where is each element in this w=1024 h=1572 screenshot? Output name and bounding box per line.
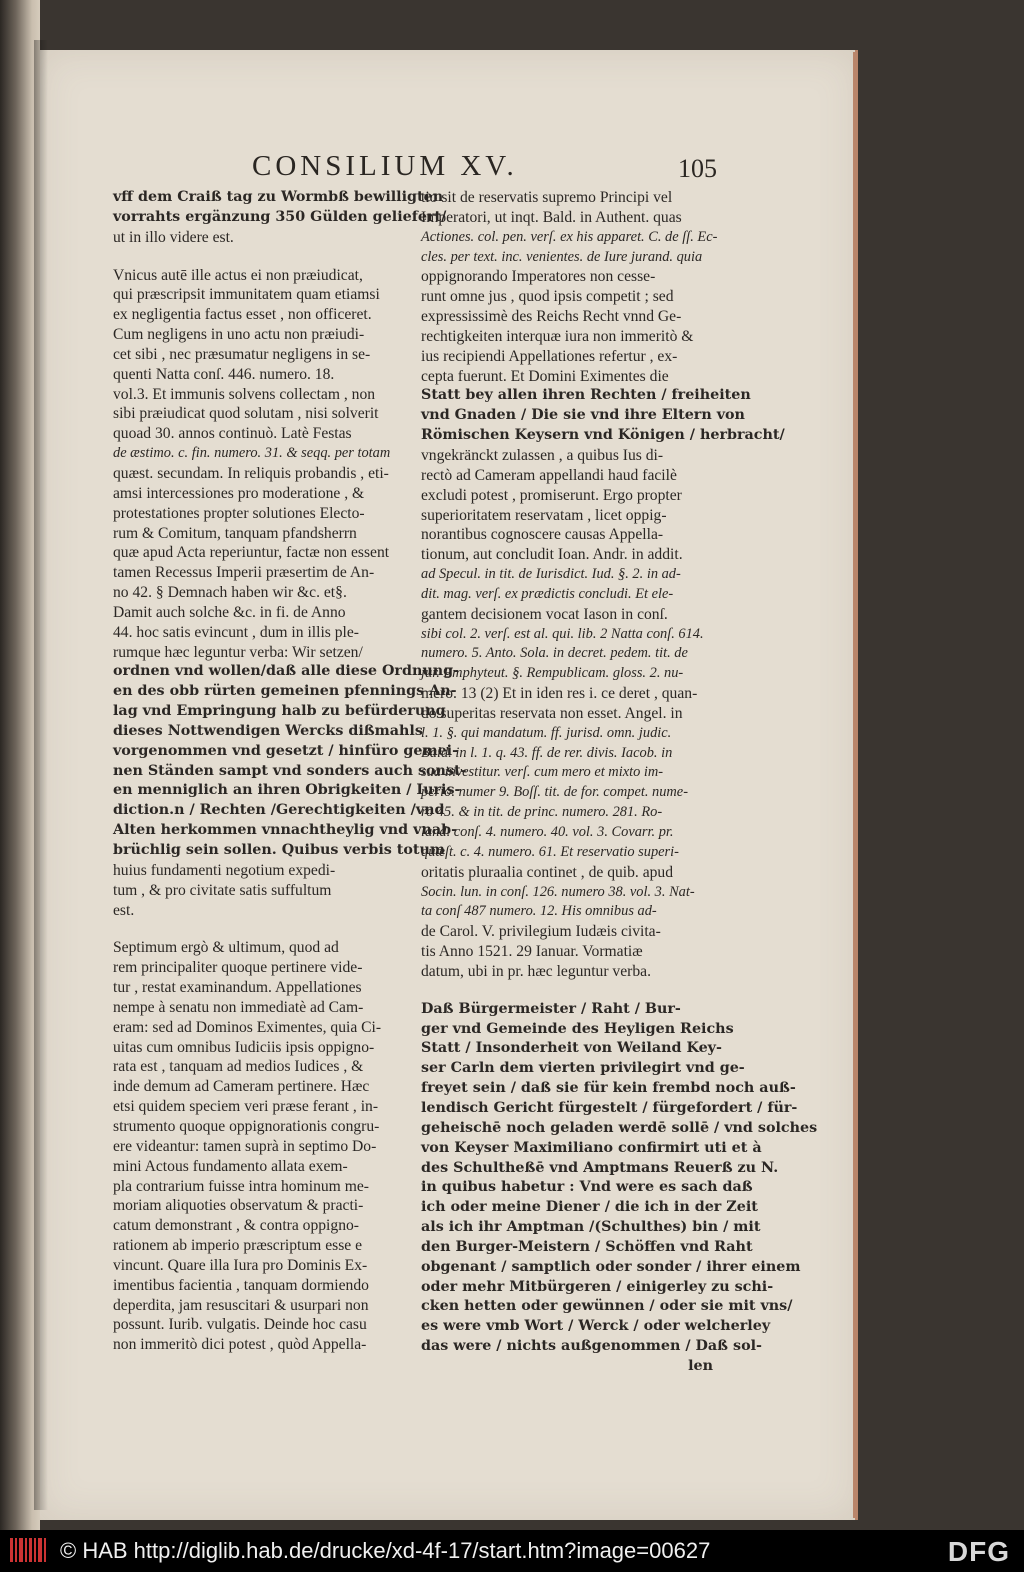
text-line: ta conſ 487 numero. 12. His omnibus ad-	[421, 903, 657, 920]
text-line: Vnicus autē ille actus ei non præiudicat,	[113, 266, 363, 284]
text-line: etsi quidem speciem veri præse ferant , in-	[113, 1098, 379, 1116]
text-line: nempe à senatu non immediatè ad Cam-	[113, 998, 364, 1016]
text-line: norantibus cognoscere causas Appella-	[421, 526, 664, 544]
paragraph-gap	[113, 920, 405, 938]
text-line: eram: sed ad Dominos Eximentes, quia Ci-	[113, 1018, 382, 1036]
text-line: ro 45. & in tit. de princ. numero. 281. Ro-	[421, 804, 663, 821]
text-line: von Keyser Maximiliano confirmirt uti et à	[421, 1139, 762, 1156]
text-line: imentibus facientia , tanquam dormiendo	[113, 1276, 369, 1294]
text-line: vnd Gnaden / Die sie vnd ihre Eltern von	[421, 407, 745, 424]
text-line: cet sibi , nec præsumatur negligens in se-	[113, 345, 371, 363]
text-line: quæst. secundam. In reliquis probandis , eti-	[113, 464, 389, 482]
text-line: als ich ihr Amptman /(Schulthes) bin / mit	[421, 1219, 761, 1236]
text-line: no 42. § Demnach haben wir &c. et§.	[113, 584, 347, 602]
text-line: cken hetten oder gewünnen / oder sie mit vns/	[421, 1298, 793, 1315]
text-line: do superitas reservata non esset. Angel. in	[421, 704, 683, 722]
text-line: protestationes propter solutiones Electo-	[113, 504, 365, 522]
text-line: sibi præiudicat quod solutam , nisi solverit	[113, 405, 379, 423]
text-line: uitas cum omnibus Iudiciis ipsis oppigno-	[113, 1038, 375, 1056]
text-line: lendisch Gericht fürgestelt / fürgefordert / für-	[421, 1099, 798, 1116]
text-line: des Schultheßē vnd Amptmans Reuerß zu N.	[421, 1159, 779, 1176]
text-line: tio sit de reservatis supremo Principi vel	[421, 189, 673, 206]
text-line: Römischen Keysern vnd Königen / herbracht/	[421, 427, 785, 444]
text-line: tur , restat examinandum. Appellationes	[113, 979, 362, 997]
text-line: jur. Emphyteut. §. Rempublicam. gloss. 2. nu-	[421, 665, 684, 682]
text-line: lag vnd Empringung halb zu befürderung	[113, 703, 446, 720]
text-line: runt omne jus , quod ipsis competit ; sed	[421, 288, 674, 306]
text-line: numero. 5. Anto. Sola. in decret. pedem. tit. de	[421, 645, 688, 662]
text-line: rata est , tanquam ad medios Iudices , &	[113, 1058, 364, 1076]
text-line: huius fundamenti negotium expedi-	[113, 861, 336, 879]
text-line: Statt / Insonderheit von Weiland Key-	[421, 1040, 722, 1057]
text-line: Statt bey allen ihren Rechten / freiheiten	[421, 387, 751, 404]
footer-copyright-link[interactable]: © HAB http://diglib.hab.de/drucke/xd-4f-17/start.htm?image=00627	[60, 1538, 711, 1563]
text-line: tis Anno 1521. 29 Ianuar. Vormatiæ	[421, 943, 643, 961]
text-line: deperdita, jam resuscitari & usurpari non	[113, 1296, 369, 1314]
text-line: ex negligentia factus esset , non officeret.	[113, 306, 372, 324]
text-line: vff dem Craiß tag zu Wormbß bewilligten	[113, 189, 444, 205]
text-line: oritatis pluraalia continet , de quib. apud	[421, 863, 674, 881]
text-line: Alten herkommen vnnachtheylig vnd vnab-	[113, 822, 458, 839]
text-line: amsi intercessiones pro moderatione , &	[113, 484, 365, 502]
text-line: rum & Comitum, tanquam pfandsherrn	[113, 524, 357, 542]
text-line: mini Actous fundamento allata exem-	[113, 1157, 348, 1175]
text-line: vol.3. Et immunis solvens collectam , non	[113, 385, 376, 403]
text-line: ser Carln dem vierten privilegirt vnd ge-	[421, 1060, 745, 1077]
text-line: tum , & pro civitate satis suffultum	[113, 881, 332, 899]
text-line: Actiones. col. pen. verſ. ex his apparet. C. de ſſ. Ec-	[421, 228, 718, 245]
text-line: Bald. in l. 1. q. 43. ff. de rer. divis. Iacob. in	[421, 744, 673, 761]
text-line: brüchlig sein sollen. Quibus verbis totum	[113, 842, 446, 858]
text-line: sua investitur. verſ. cum mero et mixto im-	[421, 764, 664, 781]
text-line: possunt. Iurib. vulgatis. Deinde hoc casu	[113, 1316, 367, 1334]
text-line: superioritatem reservatam , licet oppig-	[421, 506, 667, 524]
paragraph-gap	[421, 982, 713, 1000]
text-line: en des obb rürten gemeinen pfennings An-	[113, 683, 457, 700]
text-line: excludi potest , promiserunt. Ergo propter	[421, 486, 682, 504]
spine-shadow	[34, 40, 48, 1510]
text-line: cles. per text. inc. venientes. de Iure jurand. quia	[421, 248, 703, 265]
right-text-column	[421, 188, 818, 1377]
text-line: vngekränckt zulassen , a quibus Ius di-	[421, 446, 664, 464]
text-line: geheischē noch geladen werdē sollē / vnd solches	[421, 1119, 818, 1136]
text-line: den Burger-Meistern / Schöffen vnd Raht	[421, 1238, 753, 1255]
text-line: strumento quoque oppignorationis congru-	[113, 1117, 380, 1135]
text-line: non immeritò dici potest , quòd Appella-	[113, 1336, 367, 1354]
text-line: quæ apud Acta reperiuntur, factæ non essent	[113, 544, 390, 562]
text-line: ordnen vnd wollen/daß alle diese Ordnung-	[113, 663, 460, 680]
text-line: len	[688, 1357, 713, 1374]
text-line: rumque hæc leguntur verba: Wir setzen/	[113, 643, 363, 661]
text-line: moriam aliquoties observatum & practi-	[113, 1197, 364, 1215]
page-number: 105	[678, 154, 717, 183]
text-line: obgenant / samptlich oder sonder / ihrer einem	[421, 1258, 801, 1275]
text-line: ger vnd Gemeinde des Heyligen Reichs	[421, 1020, 734, 1037]
text-line: diction.n / Rechten /Gerechtigkeiten /vnd	[113, 802, 445, 819]
text-line: Damit auch solche &c. in fi. de Anno	[113, 603, 346, 621]
text-line: oder mehr Mitbürgeren / einigerley zu schi-	[421, 1278, 774, 1295]
text-line: freyet sein / daß sie für kein frembd noch auß-	[421, 1080, 796, 1097]
text-line: quenti Natta conſ. 446. numero. 18.	[113, 365, 335, 383]
text-line: gantem decisionem vocat Iason in conſ.	[421, 605, 668, 623]
text-line: cepta fuerunt. Et Domini Eximentes die	[421, 367, 669, 385]
left-text-column	[113, 188, 467, 1355]
text-line: en menniglich an ihren Obrigkeiten / Iuris-	[113, 782, 461, 799]
text-line: rationem ab imperio præscriptum esse e	[113, 1237, 362, 1255]
text-line: vincunt. Quare illa Iura pro Dominis Ex-	[113, 1256, 368, 1274]
text-line: inde demum ad Cameram pertinere. Hæc	[113, 1078, 370, 1096]
text-line: ad Specul. in tit. de Iurisdict. Iud. §. 2. in ad-	[421, 566, 681, 583]
text-line: tionum, aut concludit Ioan. Andr. in addit.	[421, 546, 683, 564]
paragraph-gap	[113, 248, 405, 266]
text-line: nen Ständen sampt vnd sonders auch sonst-	[113, 762, 467, 779]
text-line: perio. numer 9. Boſſ. tit. de for. compet. nume-	[421, 784, 688, 801]
text-line: oppignorando Imperatores non cesse-	[421, 268, 656, 286]
text-line: pla contrarium fuisse intra hominum me-	[113, 1177, 369, 1195]
footer-bar	[0, 1530, 1024, 1572]
text-line: vorgenommen vnd gesetzt / hinfüro gemei-	[113, 742, 459, 759]
text-line: 44. hoc satis evincunt , dum in illis ple-	[113, 623, 360, 641]
text-line: qui præscripsit immunitatem quam etiamsi	[113, 286, 380, 304]
text-line: l. 1. §. qui mandatum. ff. jurisd. omn. judic.	[421, 724, 672, 741]
text-line: mero. 13 (2) Et in iden res i. ce deret , quan-	[421, 685, 698, 703]
text-line: das were / nichts außgenommen / Daß sol-	[421, 1338, 762, 1355]
text-line: dit. mag. verſ. ex prædictis concludi. Et ele-	[421, 585, 674, 602]
text-line: Socin. lun. in conſ. 126. numero 38. vol. 3. Nat-	[421, 883, 695, 900]
text-line: Septimum ergò & ultimum, quod ad	[113, 939, 339, 957]
text-line: sibi col. 2. verſ. est al. qui. lib. 2 Natta conſ. 614.	[421, 625, 704, 642]
barcode-icon	[8, 1536, 48, 1564]
text-line: de Carol. V. privilegium Iudæis civita-	[421, 923, 661, 941]
text-line: rectò ad Cameram appellandi haud facilè	[421, 466, 677, 484]
text-line: land. conſ. 4. numero. 40. vol. 3. Covarr. pr.	[421, 824, 674, 840]
text-line: de æstimo. c. fin. numero. 31. & seqq. per totam	[113, 445, 391, 462]
text-line: in quibus habetur : Vnd were es sach daß	[421, 1179, 753, 1196]
text-line: ere videantur: tamen suprà in septimo Do-	[113, 1137, 377, 1155]
text-line: datum, ubi in pr. hæc leguntur verba.	[421, 962, 651, 980]
text-line: catum demonstrant , & contra oppigno-	[113, 1217, 359, 1235]
text-line: ius recipiendi Appellationes refertur , ex-	[421, 347, 678, 365]
page-edge	[853, 52, 858, 1518]
text-line: Daß Bürgermeister / Raht / Bur-	[421, 1000, 681, 1017]
text-line: tamen Recessus Imperii præsertim de An-	[113, 564, 375, 582]
text-line: ut in illo videre est.	[113, 228, 234, 246]
text-line: ich oder meine Diener / die ich in der Zeit	[421, 1199, 758, 1216]
text-line: rem principaliter quoque pertinere vide-	[113, 959, 363, 977]
text-line: Cum negligens in uno actu non præiudi-	[113, 326, 365, 344]
text-line: quoad 30. annos continuò. Latè Festas	[113, 425, 352, 443]
text-line: expressissimè des Reichs Recht vnnd Ge-	[421, 308, 682, 326]
text-line: es were vmb Wort / Werck / oder welcherley	[421, 1318, 771, 1335]
text-line: dieses Nottwendigen Wercks dißmahls	[113, 722, 423, 739]
running-head: CONSILIUM XV.	[252, 150, 518, 182]
text-line: rechtigkeiten interquæ iura non immeritò &	[421, 327, 694, 345]
text-line: Imperatori, ut inqt. Bald. in Authent. quas	[421, 208, 682, 226]
text-line: vorrahts ergänzung 350 Gülden geliefert/	[113, 208, 447, 225]
text-line: quæſt. c. 4. numero. 61. Et reservatio superi-	[421, 843, 679, 860]
dfg-logo: DFG	[947, 1536, 1010, 1567]
text-line: est.	[113, 901, 135, 919]
